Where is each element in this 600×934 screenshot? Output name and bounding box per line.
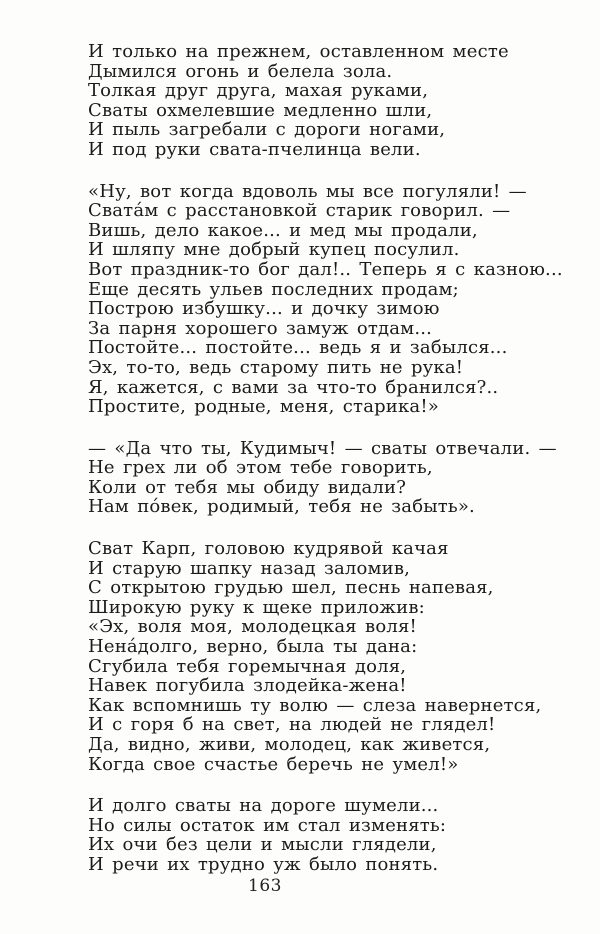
poem-line: И шляпу мне добрый купец посулил. xyxy=(88,239,460,261)
poem-line: Нена́долго, верно, была ты дана: xyxy=(88,636,418,658)
poem-line: Свата́м с расстановкой старик говорил. — xyxy=(88,200,511,222)
poem-line: Навек погубила злодейка-жена! xyxy=(88,675,407,697)
poem-line: Но силы остаток им стал изменять: xyxy=(88,814,447,836)
poem-line: Сват Карп, головою кудрявой качая xyxy=(88,538,449,560)
poem-line: И старую шапку назад заломив, xyxy=(88,557,411,579)
poem-line: Когда свое счастье беречь не умел!» xyxy=(88,753,459,775)
stanza xyxy=(88,439,570,517)
poem-text xyxy=(88,42,570,897)
poem-line: Вишь, дело какое... и мед мы продали, xyxy=(88,219,478,241)
poem-line: Да, видно, живи, молодец, как живется, xyxy=(88,734,491,755)
poem-line: Простите, родные, меня, старика!» xyxy=(88,396,439,418)
poem-line: Постойте... постойте... ведь я и забылся... xyxy=(88,337,508,359)
poem-line: Построю избушку... и дочку зимою xyxy=(88,298,440,320)
poem-line: «Эх, воля моя, молодецкая воля! xyxy=(88,616,417,638)
poem-line: И только на прежнем, оставленном месте xyxy=(88,41,509,62)
poem-line: Эх, то-то, ведь старому пить не рука! xyxy=(88,356,464,378)
poem-line: И пыль загребали с дороги ногами, xyxy=(88,119,446,141)
poem-line: Не грех ли об этом тебе говорить, xyxy=(88,457,433,479)
poem-line: Широкую руку к щеке приложив: xyxy=(88,596,425,618)
page-number: 163 xyxy=(248,876,282,896)
poem-line: Я, кажется, с вами за что-то бранился?.. xyxy=(88,376,499,398)
poem-line: Нам по́век, родимый, тебя не забыть». xyxy=(88,496,475,518)
poem-line: Сваты охмелевшие медленно шли, xyxy=(88,99,433,121)
poem-line: И речи их трудно уж было понять. xyxy=(88,853,439,875)
poem-line: Еще десять ульев последних продам; xyxy=(88,278,459,300)
poem-line: Коли от тебя мы обиду видали? xyxy=(88,476,407,498)
poem-line: Сгубила тебя горемычная доля, xyxy=(88,655,407,677)
poem-line: И под руки свата-пчелинца вели. xyxy=(88,138,421,160)
poem-line: Вот праздник-то бог дал!.. Теперь я с казною... xyxy=(88,258,563,280)
poem-line: И с горя б на свет, на людей не глядел! xyxy=(88,714,496,736)
poem-line: «Ну, вот когда вдоволь мы все погуляли! — xyxy=(88,180,527,202)
poem-line: — «Да что ты, Кудимыч! — сваты отвечали. — xyxy=(88,437,557,459)
poem-line: Их очи без цели и мысли глядели, xyxy=(88,834,437,856)
poem-line: За парня хорошего замуж отдам... xyxy=(88,317,433,339)
poem-line: Как вспомнишь ту волю — слеза навернется, xyxy=(88,694,542,716)
poem-line: И долго сваты на дороге шумели... xyxy=(88,795,439,817)
stanza xyxy=(88,539,570,774)
stanza xyxy=(88,182,570,417)
poem-line: Дымился огонь и белела зола. xyxy=(88,60,393,82)
poem-line: Толкая друг друга, махая руками, xyxy=(88,80,429,102)
poem-line: С открытою грудью шел, песнь напевая, xyxy=(88,577,494,599)
stanza xyxy=(88,42,570,160)
stanza xyxy=(88,796,570,874)
